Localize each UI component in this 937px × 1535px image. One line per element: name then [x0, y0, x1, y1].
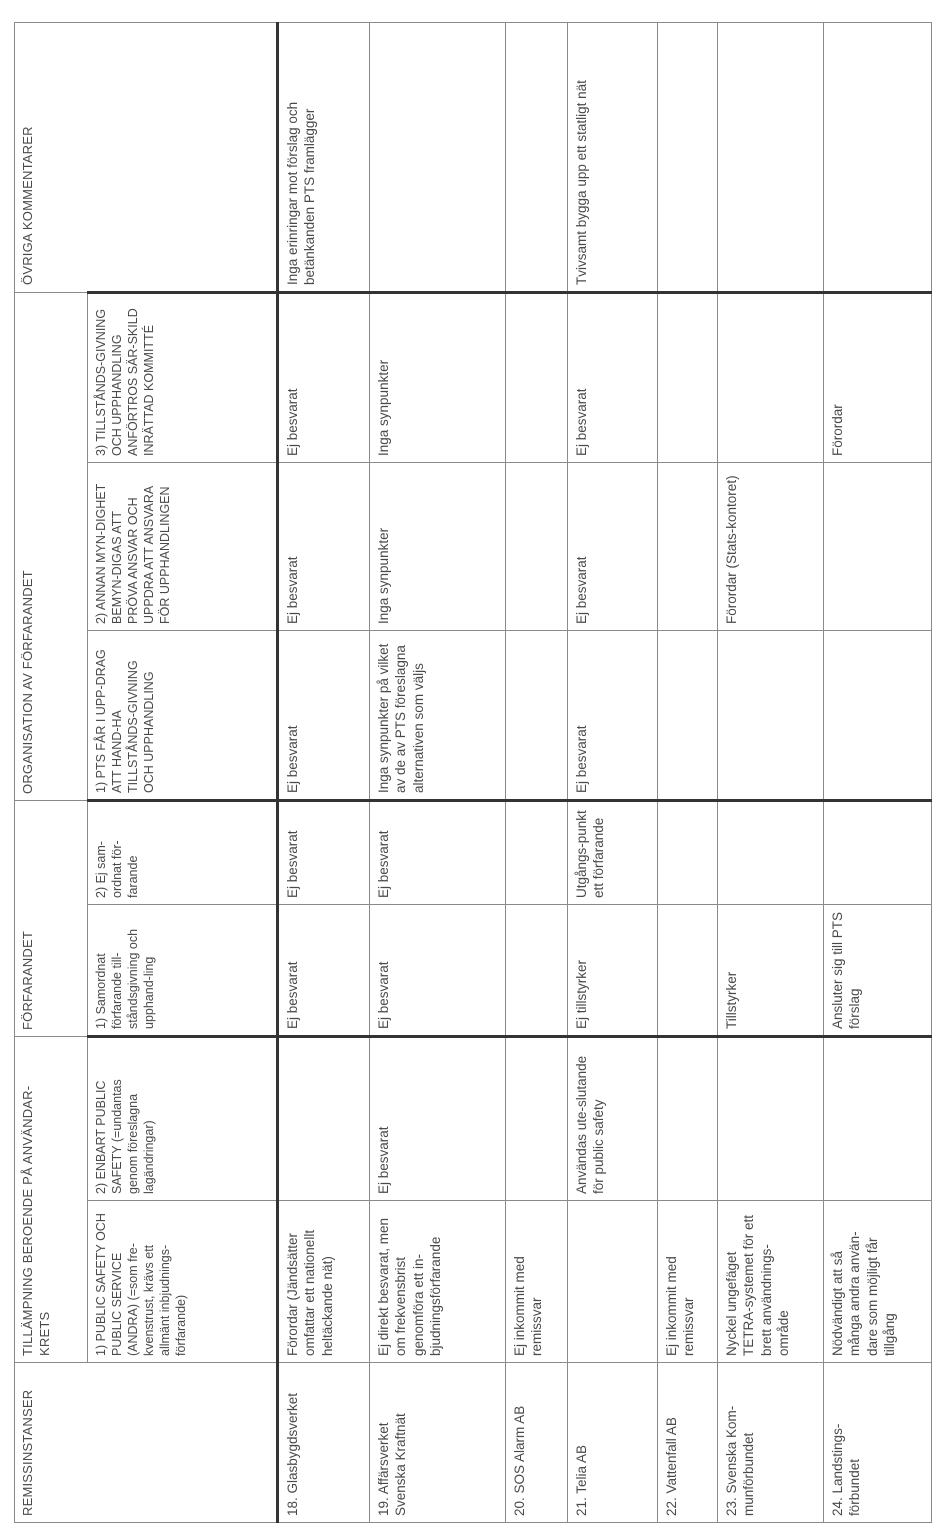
table-cell: Ej direkt besvarat, men om frekvensbrist genomföra ett in-bjudningsförfarande: [370, 1201, 506, 1363]
subheader-cell: 2) ENBART PUBLIC SAFETY (=undantas genom föreslagna lagändringar): [88, 1037, 278, 1201]
table-cell: Inga synpunkter på vilket av de av PTS föreslagna alternativen som väljs: [370, 630, 506, 800]
table-cell: [658, 22, 718, 292]
table-cell: [506, 630, 568, 800]
table-row: [658, 22, 718, 1522]
table-cell: Tvivsamt bygga upp ett statligt nät: [568, 22, 658, 292]
table-cell: [506, 1037, 568, 1201]
table-cell: [824, 630, 932, 800]
table-cell: [506, 905, 568, 1037]
table-row: [506, 22, 568, 1522]
table-cell: [658, 800, 718, 904]
table-cell: Inga synpunkter: [370, 292, 506, 462]
remissinstans-name: 18. Glasbygdsverket: [278, 1363, 370, 1523]
table-cell: Ej tillstyrker: [568, 905, 658, 1037]
table-row: [278, 22, 370, 1522]
table-cell: Ej besvarat: [278, 462, 370, 630]
table-cell: [718, 800, 824, 904]
table-cell: Ej besvarat: [370, 905, 506, 1037]
table-cell: [506, 22, 568, 292]
remissinstans-name: 23. Svenska Kom-munförbundet: [718, 1363, 824, 1523]
table-cell: Ej besvarat: [568, 462, 658, 630]
table-cell: [824, 22, 932, 292]
table-cell: [658, 292, 718, 462]
table-cell: Förordar: [824, 292, 932, 462]
header-group-forfarandet: FÖRFARANDET: [15, 800, 88, 1036]
table-cell: [718, 1037, 824, 1201]
table-cell: Inga erinringar mot förslag och betänkanden PTS framlägger: [278, 22, 370, 292]
table-cell: Ej besvarat: [278, 800, 370, 904]
subheader-cell: 2) Ej sam-ordnat för-farande: [88, 800, 278, 904]
subheader-cell: 1) PTS FÅR I UPP-DRAG ATT HAND-HA TILLSTÅNDS-GIVNING OCH UPPHANDLING: [88, 630, 278, 800]
subheader-cell: 2) ANNAN MYN-DIGHET BEMYN-DIGAS ATT PRÖVA ANSVAR OCH UPPDRA ATT ANSVARA FÖR UPPHANDLINGEN: [88, 462, 278, 630]
table-cell: Nödvändigt att så många andra använ-dare som möjligt får tillgång: [824, 1201, 932, 1363]
table-cell: [718, 630, 824, 800]
table-cell: [278, 1037, 370, 1201]
table-cell: Inga synpunkter: [370, 462, 506, 630]
remissinstans-name: 19. Affärsverket Svenska Kraftnät: [370, 1363, 506, 1523]
table-cell: Ej inkommit med remissvar: [506, 1201, 568, 1363]
table-cell: Ej besvarat: [370, 800, 506, 904]
subheader-cell: 1) PUBLIC SAFETY OCH PUBLIC SERVICE (ANDRA) (=som fre-kvenstrust, krävs ett allmänt inbjudnings-förfarande): [88, 1201, 278, 1363]
table-cell: [824, 1037, 932, 1201]
header-group-tillampning: TILLÄMPNING BEROENDE PÅ ANVÄNDAR-KRETS: [15, 1037, 88, 1363]
table-cell: [506, 462, 568, 630]
table-cell: [658, 630, 718, 800]
table-cell: [370, 22, 506, 292]
header-row-groups: [15, 22, 88, 1522]
remissinstans-name: 21. Telia AB: [568, 1363, 658, 1523]
remissinstans-name: 20. SOS Alarm AB: [506, 1363, 568, 1523]
header-remissinstanser: REMISSINSTANSER: [15, 1363, 278, 1523]
table-row: [824, 22, 932, 1522]
table-cell: [658, 1037, 718, 1201]
table-cell: Ej besvarat: [568, 292, 658, 462]
table-row: [568, 22, 658, 1522]
table-cell: Förordar (Stats-kontoret): [718, 462, 824, 630]
table-cell: Ej besvarat: [568, 630, 658, 800]
remissinstans-name: 24. Landstings-förbundet: [824, 1363, 932, 1523]
table-cell: [718, 22, 824, 292]
table-cell: Ej inkommit med remissvar: [658, 1201, 718, 1363]
header-ovriga-kommentarer: ÖVRIGA KOMMENTARER: [15, 22, 278, 292]
table-cell: Utgångs-punkt ett förfarande: [568, 800, 658, 904]
subheader-cell: 1) Samordnat förfarande till-ståndsgivning och upphand-ling: [88, 905, 278, 1037]
table-cell: Ej besvarat: [370, 1037, 506, 1201]
header-group-organisation: ORGANISATION AV FÖRFARANDET: [15, 292, 88, 800]
table-cell: Tillstyrker: [718, 905, 824, 1037]
table-cell: Förordar (Jändsätter omfattar ett nationellt heltäckande nät): [278, 1201, 370, 1363]
table-cell: Ansluter sig till PTS förslag: [824, 905, 932, 1037]
table-row: [370, 22, 506, 1522]
table-cell: [824, 462, 932, 630]
table-cell: Ej besvarat: [278, 905, 370, 1037]
table-cell: Ej besvarat: [278, 630, 370, 800]
table-cell: [506, 800, 568, 904]
table-cell: [568, 1201, 658, 1363]
remissinstans-name: 22. Vattenfall AB: [658, 1363, 718, 1523]
subheader-cell: 3) TILLSTÅNDS-GIVNING OCH UPPHANDLING ANFÖRTROS SÄR-SKILD INRÄTTAD KOMMITTÉ: [88, 292, 278, 462]
table-cell: Ej besvarat: [278, 292, 370, 462]
remiss-table: [14, 22, 932, 1523]
table-cell: Nyckel ungefäget TETRA-systemet för ett brett användnings-område: [718, 1201, 824, 1363]
table-cell: [506, 292, 568, 462]
table-cell: [658, 905, 718, 1037]
table-cell: [824, 800, 932, 904]
table-cell: Användas ute-slutande för public safety: [568, 1037, 658, 1201]
table-cell: [658, 462, 718, 630]
table-row: [718, 22, 824, 1522]
table-cell: [718, 292, 824, 462]
